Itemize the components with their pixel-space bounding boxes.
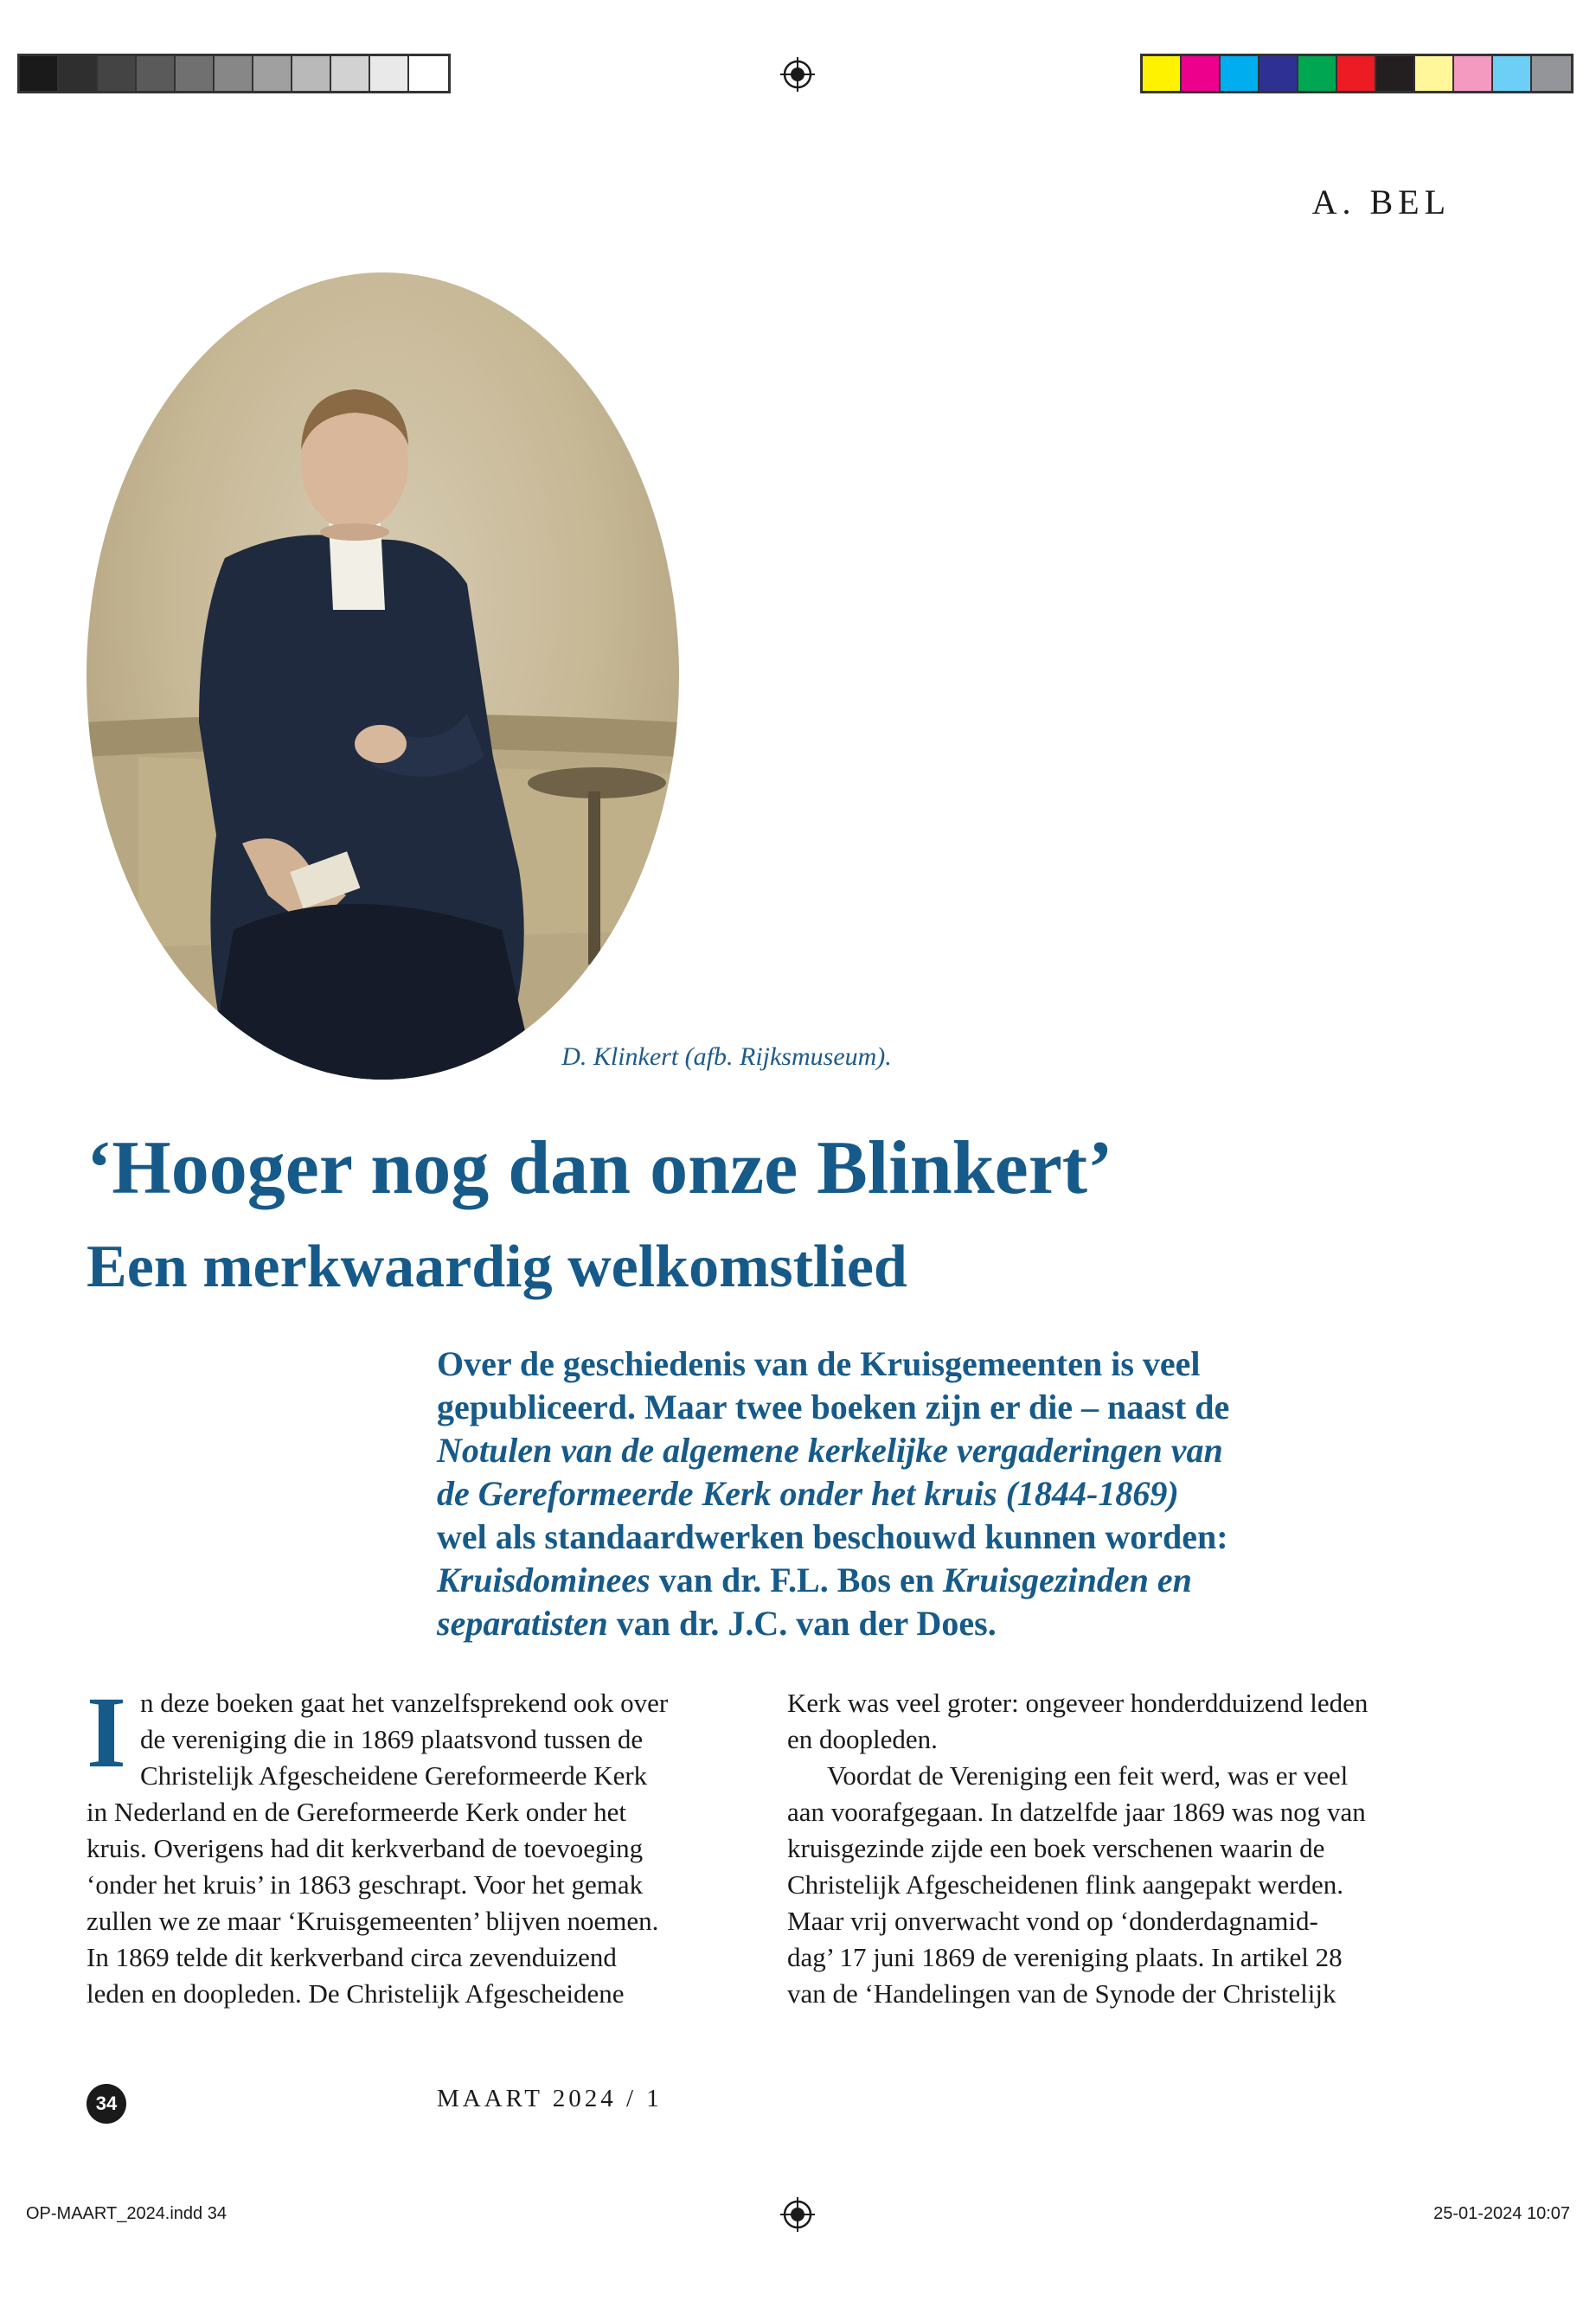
gray-calibration-bar bbox=[17, 54, 451, 93]
issue-label: MAART 2024 / 1 bbox=[437, 2085, 663, 2112]
gray-swatch bbox=[409, 56, 448, 91]
article-title: ‘Hooger nog dan onze Blinkert’ bbox=[87, 1126, 1113, 1210]
body-line: en doopleden. bbox=[787, 1724, 938, 1754]
body-line: van de ‘Handelingen van de Synode der Christelijk bbox=[787, 1978, 1336, 2009]
registration-mark-icon bbox=[780, 57, 815, 92]
color-swatch bbox=[1493, 56, 1532, 91]
article-subtitle: Een merkwaardig welkomstlied bbox=[87, 1234, 907, 1300]
body-line: n deze boeken gaat het vanzelfsprekend ook over bbox=[140, 1688, 669, 1718]
gray-swatch bbox=[253, 56, 292, 91]
body-line: kruisgezinde zijde een boek verschenen waarin de bbox=[787, 1833, 1325, 1863]
gray-swatch bbox=[137, 56, 176, 91]
portrait-photo bbox=[87, 272, 679, 1080]
portrait-illustration bbox=[87, 272, 679, 1080]
drop-cap: I bbox=[87, 1676, 126, 1789]
body-line: de vereniging die in 1869 plaatsvond tussen de bbox=[140, 1724, 644, 1754]
color-swatch bbox=[1221, 56, 1259, 91]
color-swatch bbox=[1532, 56, 1571, 91]
lead-line: Notulen van de algemene kerkelijke vergaderingen van bbox=[437, 1431, 1223, 1470]
color-swatch bbox=[1182, 56, 1221, 91]
color-calibration-bar bbox=[1140, 54, 1574, 93]
lead-line: separatisten van dr. J.C. van der Does. bbox=[437, 1604, 997, 1643]
lead-line: Over de geschiedenis van de Kruisgemeenten is veel bbox=[437, 1344, 1201, 1383]
body-line: Maar vrij onverwacht vond op ‘donderdagnamid- bbox=[787, 1906, 1318, 1936]
body-line: in Nederland en de Gereformeerde Kerk onder het bbox=[87, 1797, 626, 1827]
color-swatch bbox=[1454, 56, 1493, 91]
gray-swatch bbox=[370, 56, 409, 91]
slug-filename: OP-MAART_2024.indd 34 bbox=[26, 2204, 227, 2223]
gray-swatch bbox=[20, 56, 59, 91]
lead-line: de Gereformeerde Kerk onder het kruis (1844-1869) bbox=[437, 1474, 1179, 1513]
gray-swatch bbox=[331, 56, 370, 91]
lead-line: gepubliceerd. Maar twee boeken zijn er die – naast de bbox=[437, 1388, 1230, 1426]
photo-caption: D. Klinkert (afb. Rijksmuseum). bbox=[561, 1042, 892, 1071]
page-number-badge: 34 bbox=[87, 2084, 126, 2124]
article-lead bbox=[437, 1343, 1458, 1645]
color-swatch bbox=[1376, 56, 1415, 91]
body-line: ‘onder het kruis’ in 1863 geschrapt. Voor het gemak bbox=[87, 1869, 644, 1900]
body-line: In 1869 telde dit kerkverband circa zevenduizend bbox=[87, 1942, 617, 1972]
body-line: Christelijk Afgescheidenen flink aangepakt werden. bbox=[787, 1869, 1344, 1900]
gray-swatch bbox=[215, 56, 253, 91]
gray-swatch bbox=[176, 56, 215, 91]
body-column-1 bbox=[87, 1685, 744, 2012]
color-swatch bbox=[1143, 56, 1182, 91]
body-line: zullen we ze maar ‘Kruisgemeenten’ blijven noemen. bbox=[87, 1906, 659, 1936]
gray-swatch bbox=[98, 56, 137, 91]
body-column-2 bbox=[787, 1685, 1453, 2012]
gray-swatch bbox=[292, 56, 331, 91]
author-name: A. BEL bbox=[1311, 183, 1451, 221]
body-line: aan voorafgegaan. In datzelfde jaar 1869 was nog van bbox=[787, 1797, 1366, 1827]
gray-swatch bbox=[59, 56, 98, 91]
color-swatch bbox=[1259, 56, 1298, 91]
lead-line: wel als standaardwerken beschouwd kunnen worden: bbox=[437, 1517, 1228, 1556]
slug-date: 25-01-2024 10:07 bbox=[1433, 2204, 1570, 2223]
body-line: leden en doopleden. De Christelijk Afgescheidene bbox=[87, 1978, 625, 2009]
lead-line: Kruisdominees van dr. F.L. Bos en Kruisgezinden en bbox=[437, 1561, 1192, 1599]
color-swatch bbox=[1298, 56, 1337, 91]
body-line: Voordat de Vereniging een feit werd, was er veel bbox=[827, 1760, 1349, 1791]
registration-mark-icon bbox=[780, 2197, 815, 2232]
body-line: kruis. Overigens had dit kerkverband de toevoeging bbox=[87, 1833, 644, 1863]
body-line: Kerk was veel groter: ongeveer honderdduizend leden bbox=[787, 1688, 1368, 1718]
body-line: dag’ 17 juni 1869 de vereniging plaats. In artikel 28 bbox=[787, 1942, 1343, 1972]
color-swatch bbox=[1337, 56, 1376, 91]
body-line: Christelijk Afgescheidene Gereformeerde Kerk bbox=[140, 1760, 648, 1791]
color-swatch bbox=[1415, 56, 1454, 91]
